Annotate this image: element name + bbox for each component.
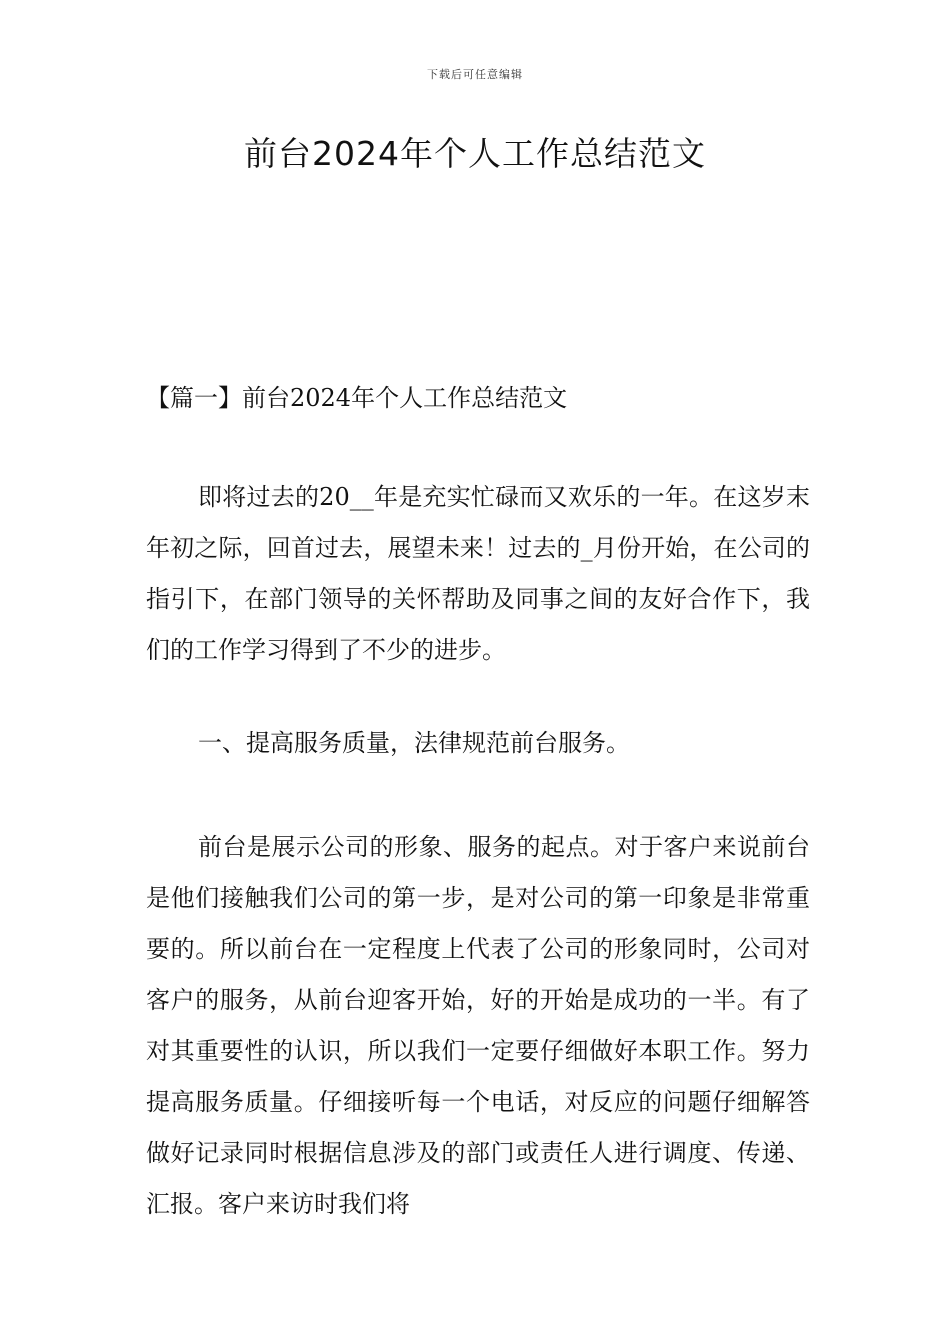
document-title: 前台2024年个人工作总结范文 <box>244 134 706 173</box>
paragraph-intro: 即将过去的20__年是充实忙碌而又欢乐的一年。在这岁末年初之际，回首过去，展望未来！过去的_月份开始，在公司的指引下，在部门领导的关怀帮助及同事之间的友好合作下，我们的工作学习得到了不少的进步。 <box>146 483 810 664</box>
paragraph-front-desk: 前台是展示公司的形象、服务的起点。对于客户来说前台是他们接触我们公司的第一步，是对公司的第一印象是非常重要的。所以前台在一定程度上代表了公司的形象同时，公司对客户的服务，从前台迎客开始，好的开始是成功的一半。有了对其重要性的认识，所以我们一定要仔细做好本职工作。努力提高服务质量。仔细接听每一个电话，对反应的问题仔细解答做好记录同时根据信息涉及的部门或责任人进行调度、传递、汇报。客户来访时我们将 <box>146 833 810 1218</box>
subheading-service-quality: 一、提高服务质量，法律规范前台服务。 <box>198 729 630 757</box>
header-note: 下载后可任意编辑 <box>427 68 523 81</box>
section-heading: 【篇一】前台2024年个人工作总结范文 <box>146 384 568 412</box>
